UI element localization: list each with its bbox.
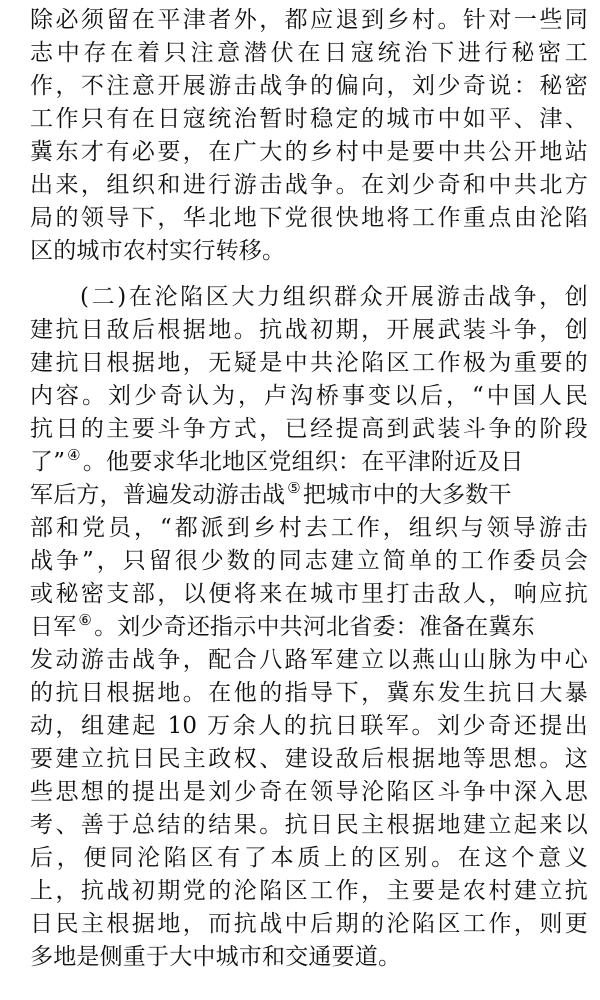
text-segment: 。刘少奇还指示中共河北省委：准备在冀东	[94, 614, 535, 640]
text-segment: 。他要求华北地区党组织：在平津附近及日	[82, 449, 524, 475]
text-line: 出来，组织和进行游击战争。在刘少奇和中共北方	[30, 172, 588, 198]
text-segment: 把城市中的大多数干	[302, 482, 512, 508]
text-line: 上，抗战初期党的沦陷区工作，主要是农村建立抗	[30, 878, 588, 904]
footnote-marker-6: ⑥	[78, 611, 93, 629]
text-line-with-footnote	[30, 446, 588, 479]
text-line: 内容。刘少奇认为，卢沟桥事变以后，“中国人民	[30, 383, 588, 409]
text-segment: 军后方，普遍发动游击战	[30, 482, 286, 508]
text-line: 多地是侧重于大中城市和交通要道。	[30, 944, 402, 970]
text-line-with-footnote	[30, 611, 588, 644]
text-line: 日民主根据地，而抗战中后期的沦陷区工作，则更	[30, 911, 588, 937]
text-line: 的抗日根据地。在他的指导下，冀东发生抗日大暴	[30, 680, 588, 706]
text-line: 志中存在着只注意潜伏在日寇统治下进行秘密工	[30, 40, 588, 66]
text-segment: 了”	[30, 449, 66, 475]
text-line: 后，便同沦陷区有了本质上的区别。在这个意义	[30, 845, 588, 871]
text-line: 局的领导下，华北地下党很快地将工作重点由沦陷	[30, 205, 588, 231]
text-line: (二)在沦陷区大力组织群众开展游击战争，创	[80, 284, 588, 310]
text-line: 区的城市农村实行转移。	[30, 238, 286, 264]
text-line: 建抗日根据地，无疑是中共沦陷区工作极为重要的	[30, 350, 588, 376]
text-line: 冀东才有必要，在广大的乡村中是要中共公开地站	[30, 139, 588, 165]
text-line: 作，不注意开展游击战争的偏向，刘少奇说：秘密	[30, 73, 588, 99]
footnote-marker-4: ④	[67, 446, 81, 464]
text-line: 战争”，只留很少数的同志建立简单的工作委员会	[30, 548, 588, 574]
text-line: 动，组建起 10 万余人的抗日联军。刘少奇还提出	[30, 713, 588, 739]
footnote-marker-5: ⑤	[287, 479, 301, 497]
text-line: 除必须留在平津者外，都应退到乡村。针对一些同	[30, 7, 588, 33]
text-line: 建抗日敌后根据地。抗战初期，开展武装斗争，创	[30, 317, 588, 343]
text-line: 发动游击战争，配合八路军建立以燕山山脉为中心	[30, 647, 588, 673]
text-line: 工作只有在日寇统治暂时稳定的城市中如平、津、	[30, 106, 588, 132]
text-line: 考、善于总结的结果。抗日民主根据地建立起来以	[30, 812, 588, 838]
text-line: 或秘密支部，以便将来在城市里打击敌人，响应抗	[30, 581, 588, 607]
text-line: 些思想的提出是刘少奇在领导沦陷区斗争中深入思	[30, 779, 588, 805]
text-segment: 日军	[30, 614, 77, 640]
text-line: 抗日的主要斗争方式，已经提高到武装斗争的阶段	[30, 416, 588, 442]
text-line: 要建立抗日民主政权、建设敌后根据地等思想。这	[30, 746, 588, 772]
text-line-with-footnote	[30, 479, 588, 512]
text-line: 部和党员，“都派到乡村去工作，组织与领导游击	[30, 515, 588, 541]
